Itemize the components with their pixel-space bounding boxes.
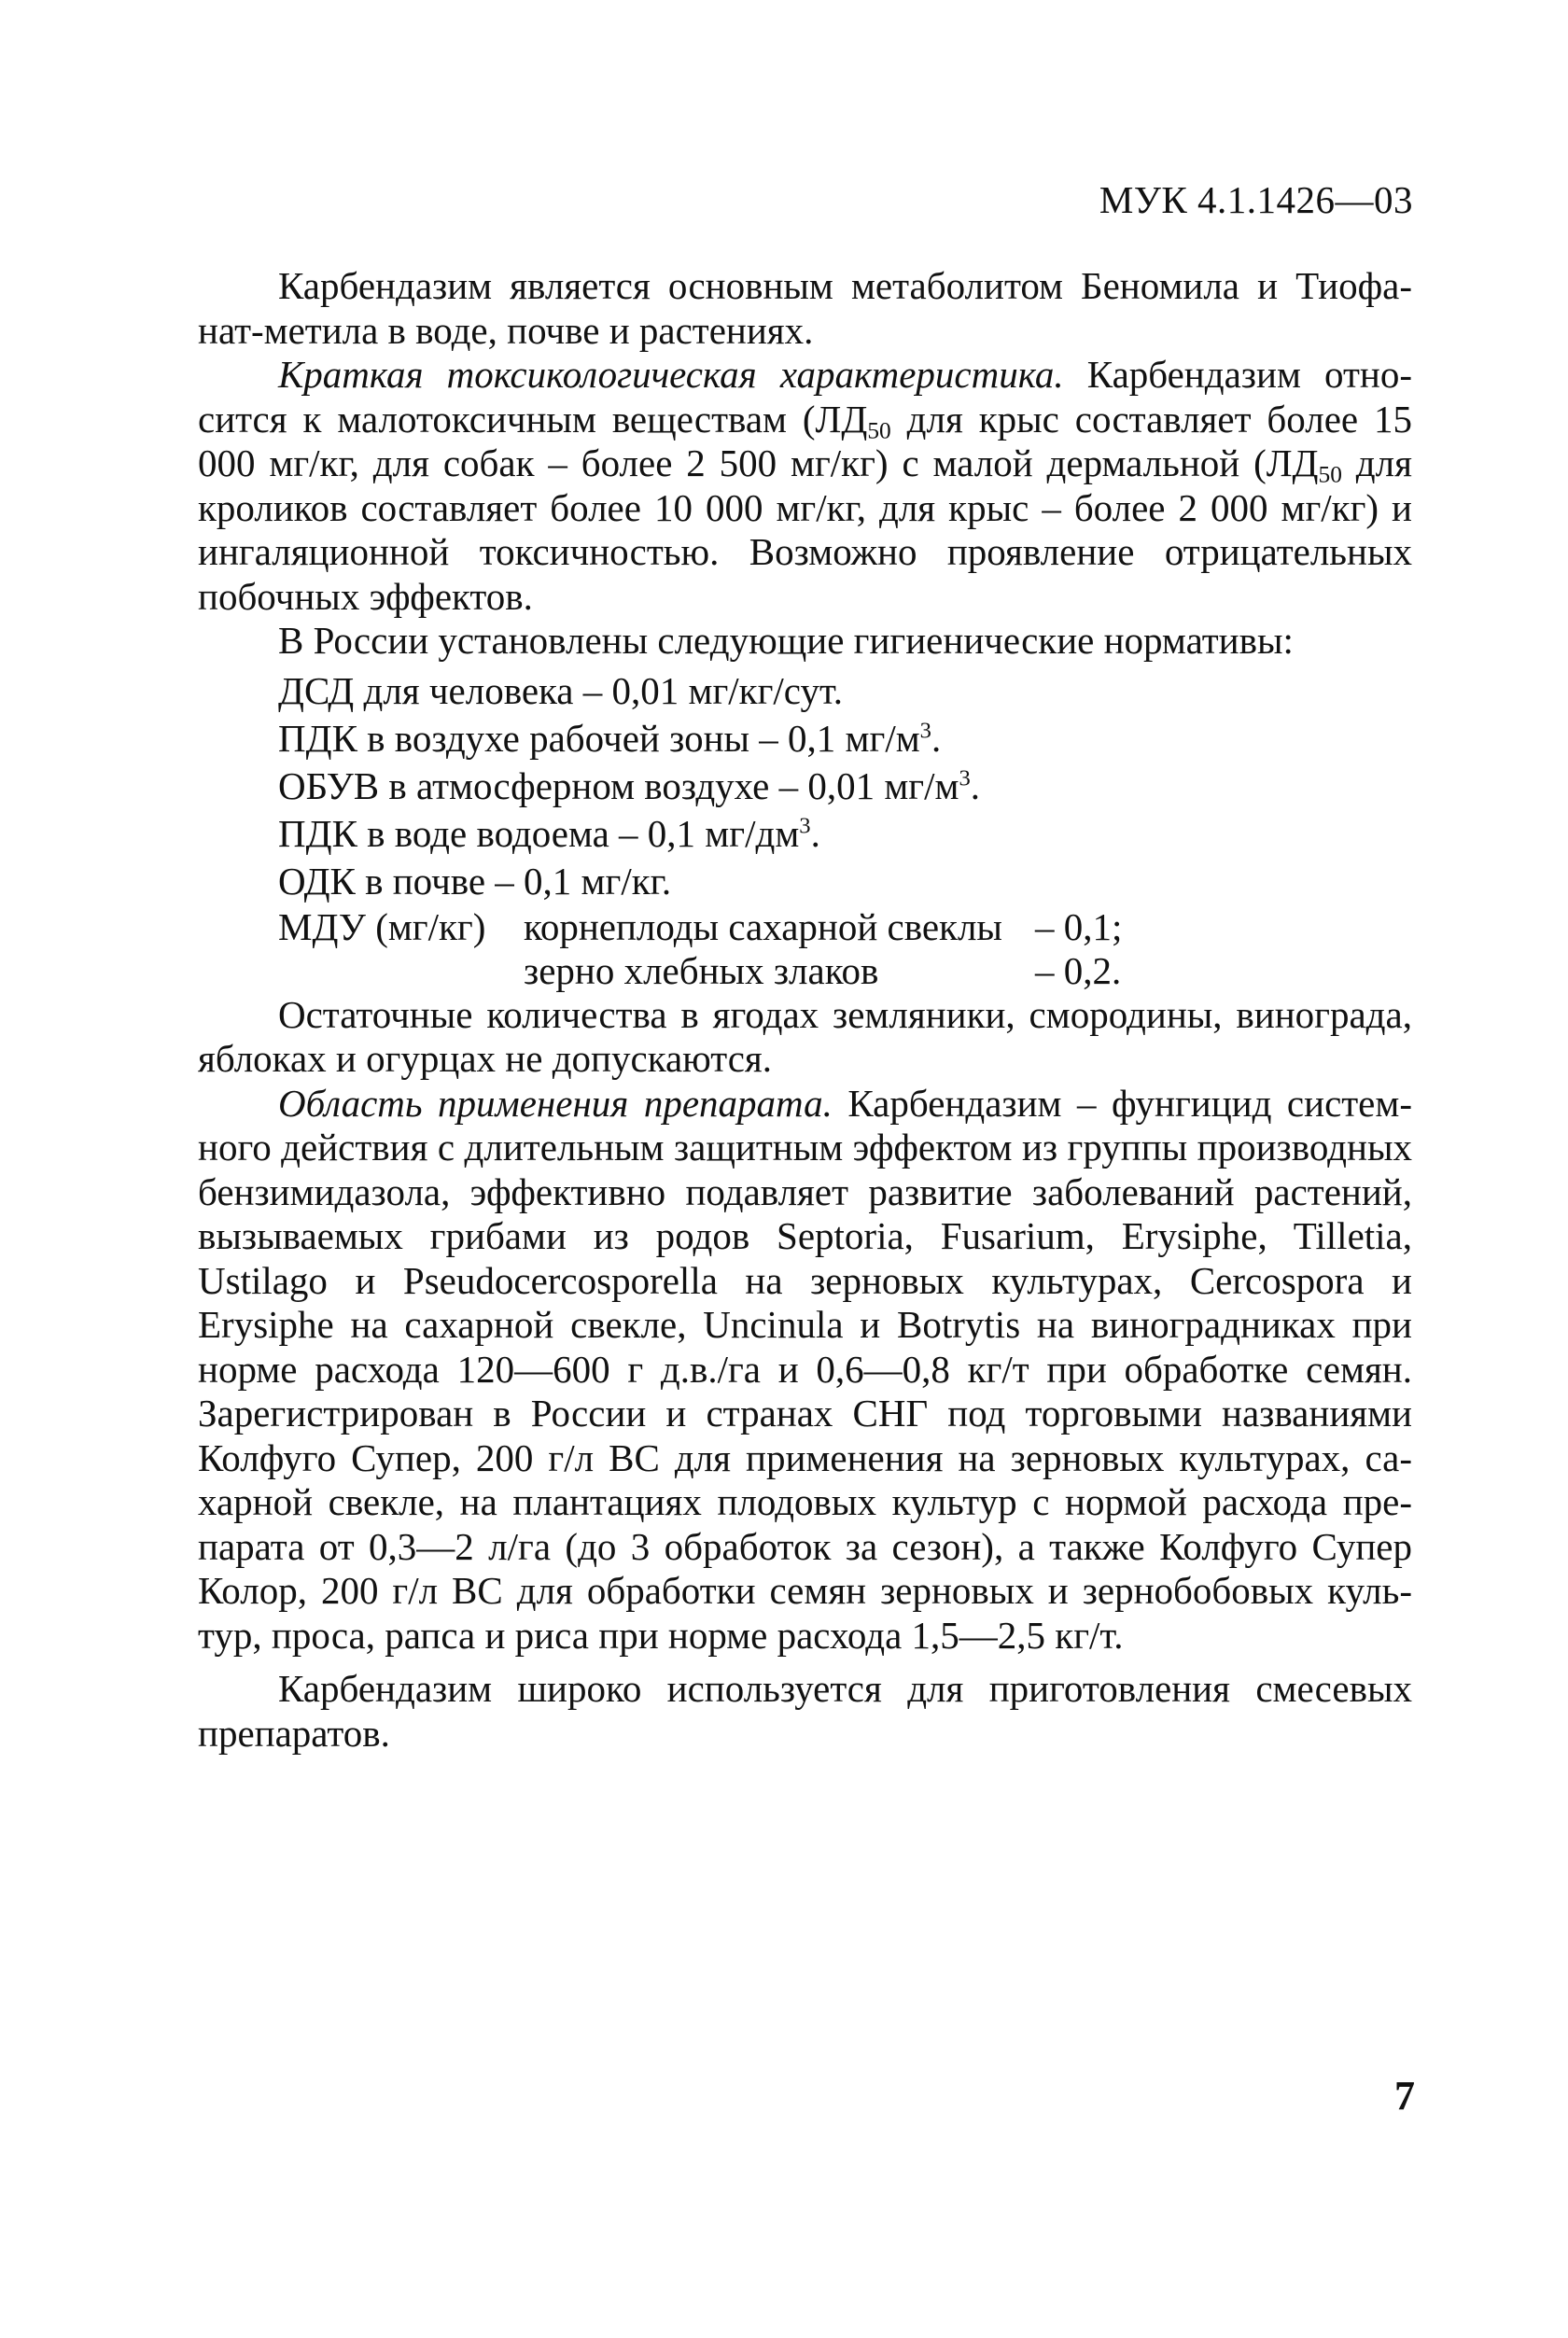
norm-end: . bbox=[810, 811, 820, 855]
norm-pdk-water bbox=[198, 810, 1412, 858]
paragraph-toxicology bbox=[198, 353, 1412, 619]
norm-odk: ОДК в почве – 0,1 мг/кг. bbox=[278, 859, 672, 903]
toxicology-heading: Краткая токсикологическая характеристика. bbox=[278, 353, 1064, 396]
document-body bbox=[198, 264, 1412, 1756]
mdu-row bbox=[278, 949, 1166, 993]
norm-obuv bbox=[198, 763, 1412, 810]
unit-superscript: 3 bbox=[799, 812, 811, 838]
toxicology-text-b: для крыс составляет более 15 000 мг/кг, для собак – более 2 500 мг/кг) с малой дермальной (ЛД bbox=[198, 397, 1412, 484]
toxicology-text-c: для кроликов составляет более 10 000 мг/кг, для крыс – более 2 000 мг/кг) и ингаляционной токсичностью. Возможно проявление отрицательных побочных эффектов. bbox=[198, 441, 1412, 618]
paragraph-metabolite: Карбендазим является основным метаболитом Беномила и Тиофанат-метила в воде, почве и растениях. bbox=[198, 264, 1412, 352]
mdu-crop: корнеплоды сахарной свеклы bbox=[524, 904, 1002, 948]
mdu-crop: зерно хлебных злаков bbox=[524, 948, 879, 992]
page-number: 7 bbox=[1394, 2073, 1415, 2119]
norm-obuv-text: ОБУВ в атмосферном воздухе – 0,01 мг/м bbox=[278, 763, 959, 807]
ld50-subscript: 50 bbox=[867, 416, 891, 443]
norm-pdk-air bbox=[198, 715, 1412, 763]
application-heading: Область применения препарата. bbox=[278, 1081, 833, 1125]
mdu-label-empty bbox=[278, 949, 524, 993]
mdu-value: – 0,2. bbox=[1035, 948, 1122, 992]
mdu-value: – 0,1; bbox=[1035, 904, 1123, 948]
norm-pdk-air-text: ПДК в воздухе рабочей зоны – 0,1 мг/м bbox=[278, 716, 920, 760]
paragraph-mixtures: Карбендазим широко используется для приготовления смесевых препаратов. bbox=[198, 1667, 1412, 1755]
unit-superscript: 3 bbox=[919, 717, 931, 743]
application-text: Карбендазим – фунгицид системного действия с длительным защитным эффектом из группы производных бензимидазола, эффективно подавляет развитие заболеваний растений, вызываемых грибами из родов Septoria, Fusarium, Erysiphe, Tilletia, Ustilago и Pseudocercosporella на зерновых культурах, Cercospora и Erysiphe на сахарной свекле, Uncinula и Botrytis на виноградниках при норме расхода 120—600 г д.в./га и 0,6—0,8 кг/т при обработке семян. Зарегистрирован в России и странах СНГ под торговыми названиями Колфуго Супер, 200 г/л ВС для применения на зерновых культурах, сахарной свекле, на плантациях плодовых культур с нормой расхода препарата от 0,3—2 л/га (до 3 обработок за сезон), а также Колфуго Супер Колор, 200 г/л ВС для обработки семян зерновых и зернобобовых культур, проса, рапса и риса при норме расхода 1,5—2,5 кг/т. bbox=[198, 1081, 1412, 1657]
ld50-subscript: 50 bbox=[1318, 461, 1342, 488]
norm-dsd: ДСД для человека – 0,01 мг/кг/сут. bbox=[278, 668, 844, 712]
mdu-label: МДУ (мг/кг) bbox=[278, 904, 486, 948]
paragraph-norms-intro: В России установлены следующие гигиенические нормативы: bbox=[278, 619, 1294, 662]
toxicology-text-a: Карбендазим относится к малотоксичным веществам (ЛД bbox=[198, 353, 1412, 441]
norm-end: . bbox=[970, 763, 980, 807]
mdu-row bbox=[278, 905, 1166, 949]
paragraph-application bbox=[198, 1082, 1412, 1659]
mdu-table bbox=[278, 905, 1166, 993]
norm-end: . bbox=[931, 716, 942, 760]
paragraph-residues: Остаточные количества в ягодах земляники, смородины, винограда, яблоках и огурцах не допускаются. bbox=[198, 992, 1412, 1080]
norm-pdk-water-text: ПДК в воде водоема – 0,1 мг/дм bbox=[278, 811, 800, 855]
document-code: МУК 4.1.1426—03 bbox=[1099, 178, 1413, 221]
unit-superscript: 3 bbox=[959, 764, 971, 791]
